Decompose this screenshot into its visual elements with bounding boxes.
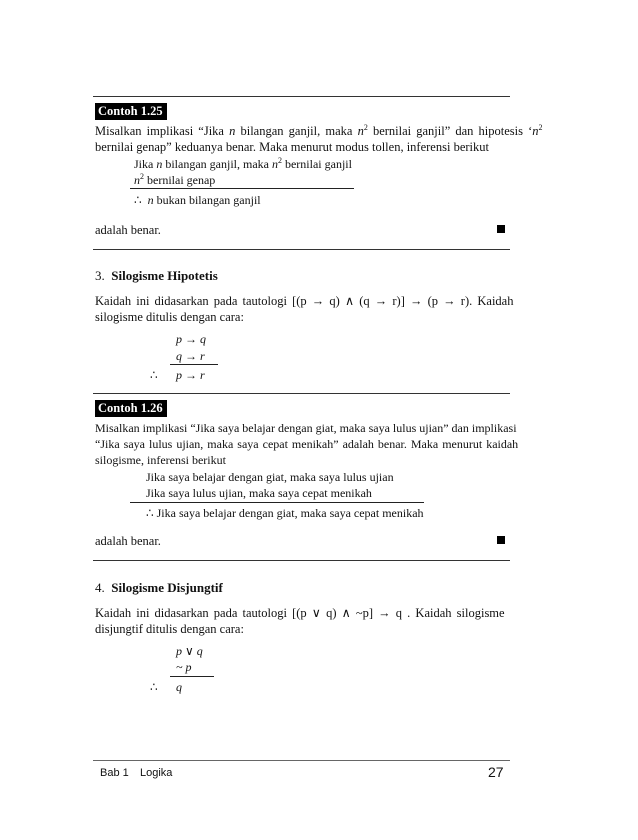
section-heading (95, 268, 218, 284)
premise-line: p ∨ q (176, 644, 203, 658)
section-number: 4. (95, 580, 105, 595)
example-label: Contoh 1.26 (95, 400, 167, 417)
math-var: n (147, 193, 154, 207)
end-square-icon (497, 225, 505, 233)
footer-rule (93, 760, 510, 761)
section-paragraph-line: disjungtif ditulis dengan cara: (95, 622, 244, 636)
example-paragraph-line: “Jika saya lulus ujian, maka saya cepat menikah” adalah benar. Maka menurut kaidah (95, 437, 519, 451)
section-rule (93, 393, 510, 394)
section-paragraph-line: Kaidah ini didasarkan pada tautologi [(p → q) ∧ (q → r)] → (p → r). Kaidah (95, 294, 514, 308)
section-paragraph-line: silogisme ditulis dengan cara: (95, 310, 244, 324)
premise-line: q → r (176, 349, 205, 363)
inference-rule (130, 502, 424, 503)
inference-rule (130, 188, 354, 189)
section-rule (93, 249, 510, 250)
premise-line: ~ p (176, 660, 192, 674)
superscript: 2 (363, 122, 368, 132)
section-heading (95, 580, 223, 596)
conclusion-line: p → r (176, 368, 205, 382)
premise-line: Jika saya belajar dengan giat, maka saya lulus ujian (146, 470, 394, 484)
footer-title: Logika (140, 767, 173, 779)
section-paragraph-line: Kaidah ini didasarkan pada tautologi [(p ∨ q) ∧ ~p] → q . Kaidah silogisme (95, 606, 505, 620)
premise-line: p → q (176, 332, 206, 346)
text-span: Jika saya belajar dengan giat, maka saya cepat menikah (156, 506, 424, 520)
text-span: bernilai genap (144, 173, 216, 187)
text-span: bernilai ganjil” dan hipotesis ‘ (367, 124, 533, 138)
therefore-icon: ∴ (150, 680, 158, 694)
math-var: n (229, 124, 236, 138)
text-span: bilangan ganjil, maka (235, 124, 358, 138)
closing-text: adalah benar. (95, 534, 161, 548)
example-paragraph-line: Misalkan implikasi “Jika saya belajar dengan giat, maka saya lulus ujian” dan implikasi (95, 421, 517, 435)
math-var: n (357, 124, 364, 138)
therefore-icon: ∴ (150, 368, 158, 382)
closing-text: adalah benar. (95, 223, 161, 237)
superscript: 2 (538, 122, 543, 132)
example-label: Contoh 1.25 (95, 103, 167, 120)
section-rule (93, 560, 510, 561)
text-span: bernilai ganjil (281, 157, 352, 171)
math-var: n (134, 173, 140, 187)
premise-line: Jika saya lulus ujian, maka saya cepat menikah (146, 486, 372, 500)
conclusion-line (134, 193, 261, 208)
text-span: bilangan ganjil, maka (162, 157, 272, 171)
section-number: 3. (95, 268, 105, 283)
premise-line (134, 157, 352, 172)
text-span: Jika (134, 157, 157, 171)
example-paragraph-line: silogisme, inferensi berikut (95, 453, 226, 467)
superscript: 2 (140, 172, 144, 181)
end-square-icon (497, 536, 505, 544)
math-var: n (532, 124, 539, 138)
top-rule (93, 96, 510, 97)
footer-chapter: Bab 1 (100, 767, 129, 779)
math-var: n (156, 157, 163, 171)
example-paragraph-line: bernilai genap” keduanya benar. Maka menurut modus tollen, inferensi berikut (95, 140, 489, 154)
text-span: Misalkan implikasi “Jika (95, 124, 230, 138)
conclusion-line: q (176, 680, 182, 694)
inference-rule (170, 676, 214, 677)
therefore-icon: ∴ (146, 506, 154, 520)
section-title: Silogisme Disjungtif (111, 580, 223, 595)
text-span: bukan bilangan ganjil (153, 193, 261, 207)
premise-line (134, 173, 215, 188)
conclusion-line (146, 506, 424, 521)
section-title: Silogisme Hipotetis (111, 268, 218, 283)
therefore-icon: ∴ (134, 193, 142, 207)
page-number: 27 (488, 764, 504, 780)
inference-rule (170, 364, 218, 365)
example-paragraph-line (95, 122, 543, 139)
superscript: 2 (277, 156, 282, 165)
math-var: n (271, 157, 278, 171)
